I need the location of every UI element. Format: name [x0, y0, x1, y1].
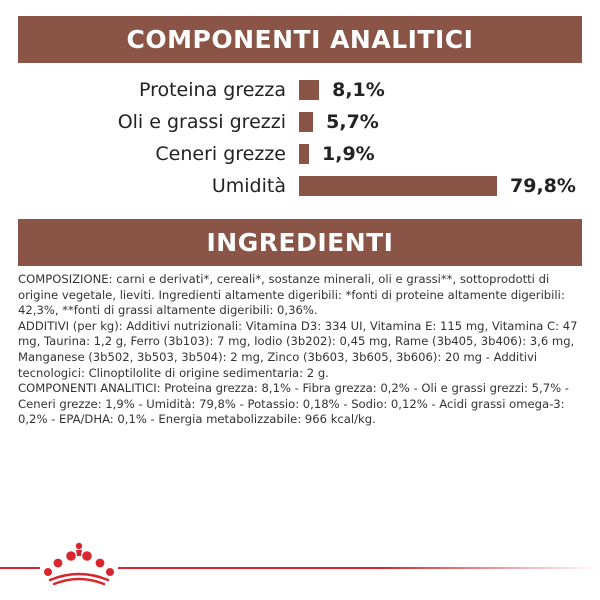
chart-category-label: Ceneri grezze — [155, 143, 286, 165]
additives-paragraph: ADDITIVI (per kg): Additivi nutrizionali: Vitamina D3: 334 UI, Vitamina E: 115 mg, Vitamina C: 47 mg, Taurina: 1,2 g, Ferro (3b103): 7 mg, Iodio (3b202): 0,45 mg, Rame (3b405, 3b406): 3,6 mg, Manganese (3b502, 3b503, 3b504): 2 mg, Zinco (3b603, 3b605, 3b606): 20 mg - Additivi tecnologici: Clinoptilolite di origine sedimentaria: 2 g. — [18, 318, 578, 380]
analytics-bar-chart — [0, 70, 600, 210]
chart-bar — [299, 80, 319, 100]
composition-paragraph: COMPOSIZIONE: carni e derivati*, cereali*, sostanze minerali, oli e grassi**, sottoprodotti di origine vegetale, lieviti. Ingredienti altamente digeribili: *fonti di proteine altamente digeribili: 42,3%, **fonti di grassi altamente digeribili: 0,36%. — [18, 272, 565, 318]
chart-bar — [299, 112, 313, 132]
chart-value-label: 1,9% — [322, 143, 375, 165]
chart-row — [0, 171, 600, 201]
analytics-banner — [18, 16, 582, 63]
chart-value-label: 79,8% — [510, 175, 576, 197]
ingredients-text-block — [18, 272, 582, 428]
footer-red-line-right — [118, 567, 600, 569]
chart-row — [0, 107, 600, 137]
chart-value-label: 5,7% — [326, 111, 379, 133]
chart-bar — [299, 176, 497, 196]
analytical-components-paragraph: COMPONENTI ANALITICI: Proteina grezza: 8,1% - Fibra grezza: 0,2% - Oli e grassi grezzi: 5,7% - Ceneri grezze: 1,9% - Umidità: 79,8% - Potassio: 0,18% - Sodio: 0,12% - Acidi grassi omega-3: 0,2% - EPA/DHA: 0,1% - Energia metabolizzabile: 966 kcal/kg. — [18, 381, 569, 427]
footer-red-line-left — [0, 567, 40, 569]
chart-category-label: Proteina grezza — [138, 79, 286, 101]
ingredients-banner — [18, 219, 582, 266]
royal-canin-crown-icon — [40, 538, 118, 588]
chart-category-label: Oli e grassi grezzi — [117, 111, 286, 133]
chart-value-label: 8,1% — [332, 79, 385, 101]
chart-category-label: Umidità — [211, 175, 286, 197]
chart-bar — [299, 144, 309, 164]
ingredients-banner-title: INGREDIENTI — [206, 228, 394, 257]
chart-row — [0, 139, 600, 169]
analytics-banner-title: COMPONENTI ANALITICI — [126, 25, 474, 54]
chart-row — [0, 75, 600, 105]
